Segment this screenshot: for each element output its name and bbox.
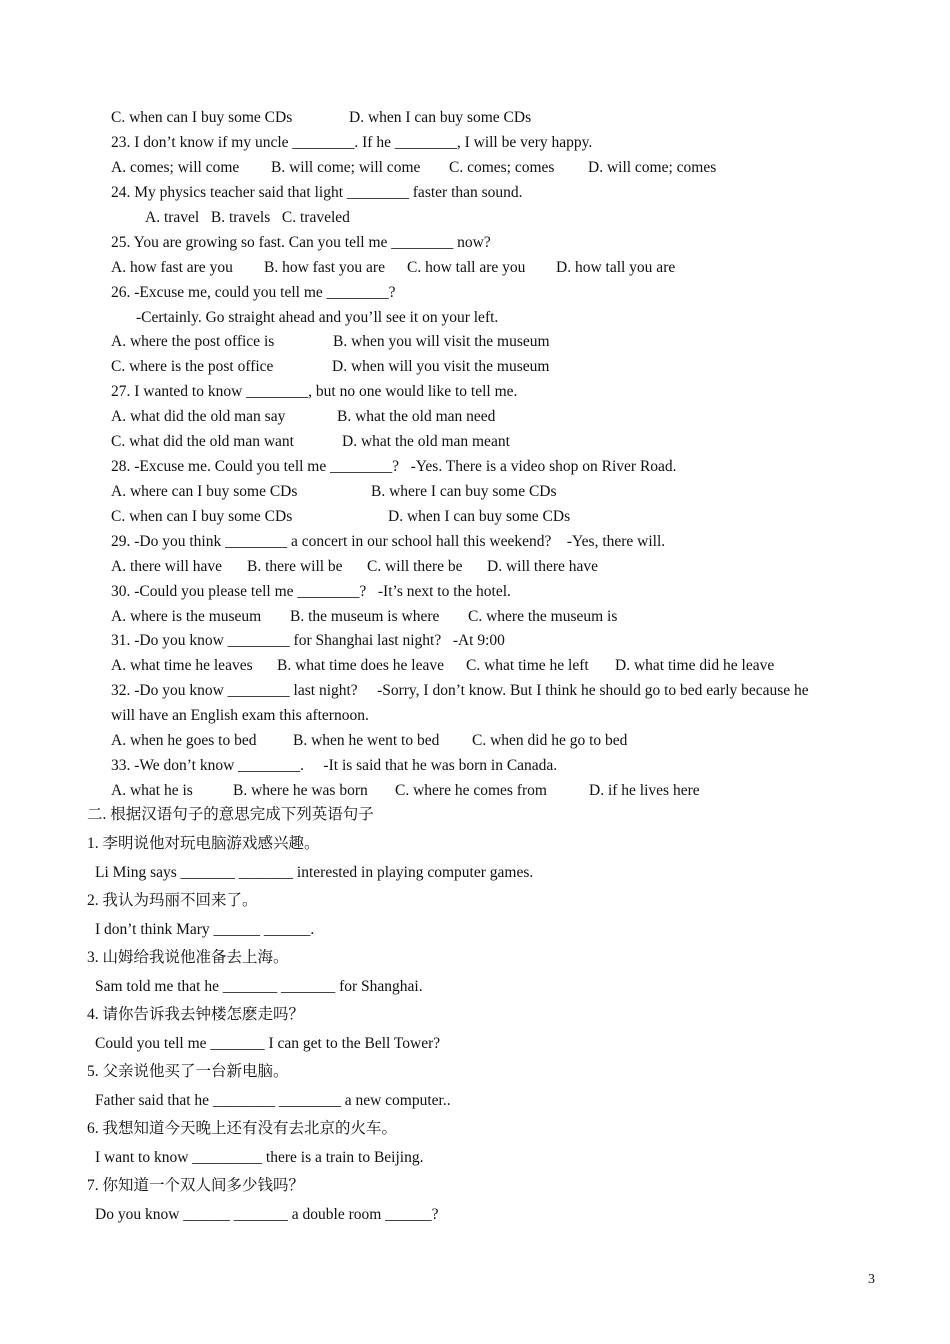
q25-options: A. how fast are you B. how fast you are C. how tall are you D. how tall you are <box>111 259 676 276</box>
s2-item-6-english: I want to know _________ there is a train to Beijing. <box>95 1149 424 1166</box>
q26-options-cd: C. where is the post office D. when will you visit the museum <box>111 358 550 375</box>
s2-item-1-chinese: 1. 李明说他对玩电脑游戏感兴趣。 <box>87 835 320 852</box>
question-29: 29. -Do you think ________ a concert in our school hall this weekend? -Yes, there will. <box>111 533 666 550</box>
q31-options: A. what time he leaves B. what time does he leave C. what time he left D. what time did he leave <box>111 657 775 674</box>
s2-item-5-english: Father said that he ________ ________ a new computer.. <box>95 1092 451 1109</box>
question-30: 30. -Could you please tell me ________? -It’s next to the hotel. <box>111 583 511 600</box>
q28-options-ab: A. where can I buy some CDs B. where I can buy some CDs <box>111 483 557 500</box>
s2-item-1-english: Li Ming says _______ _______ interested in playing computer games. <box>95 864 534 881</box>
q33-options: A. what he is B. where he was born C. where he comes from D. if he lives here <box>111 782 700 799</box>
s2-item-4-english: Could you tell me _______ I can get to the Bell Tower? <box>95 1035 441 1052</box>
question-25: 25. You are growing so fast. Can you tell me ________ now? <box>111 234 491 251</box>
q27-options-ab: A. what did the old man say B. what the old man need <box>111 408 496 425</box>
question-33: 33. -We don’t know ________. -It is said that he was born in Canada. <box>111 757 558 774</box>
q24-options: A. travel B. travels C. traveled <box>145 209 350 226</box>
q26-response: -Certainly. Go straight ahead and you’ll see it on your left. <box>136 309 499 326</box>
section-2-heading: 二. 根据汉语句子的意思完成下列英语句子 <box>87 806 374 823</box>
q23-options: A. comes; will come B. will come; will come C. comes; comes D. will come; comes <box>111 159 717 176</box>
s2-item-3-chinese: 3. 山姆给我说他准备去上海。 <box>87 949 289 966</box>
q30-options: A. where is the museum B. the museum is where C. where the museum is <box>111 608 618 625</box>
q27-options-cd: C. what did the old man want D. what the old man meant <box>111 433 510 450</box>
s2-item-4-chinese: 4. 请你告诉我去钟楼怎麽走吗？ <box>87 1006 305 1023</box>
s2-item-5-chinese: 5. 父亲说他买了一台新电脑。 <box>87 1063 289 1080</box>
s2-item-7-chinese: 7. 你知道一个双人间多少钱吗？ <box>87 1177 305 1194</box>
s2-item-3-english: Sam told me that he _______ _______ for Shanghai. <box>95 978 423 995</box>
q32-options: A. when he goes to bed B. when he went to bed C. when did he go to bed <box>111 732 628 749</box>
page-number: 3 <box>868 1272 875 1287</box>
s2-item-2-english: I don’t think Mary ______ ______. <box>95 921 315 938</box>
question-28: 28. -Excuse me. Could you tell me ________? -Yes. There is a video shop on River Road. <box>111 458 677 475</box>
question-24: 24. My physics teacher said that light ________ faster than sound. <box>111 184 523 201</box>
q22-options-cd: C. when can I buy some CDs D. when I can buy some CDs <box>111 109 532 126</box>
question-23: 23. I don’t know if my uncle ________. If he ________, I will be very happy. <box>111 134 593 151</box>
q26-options-ab: A. where the post office is B. when you will visit the museum <box>111 333 550 350</box>
q29-options: A. there will have B. there will be C. will there be D. will there have <box>111 558 599 575</box>
question-32: 32. -Do you know ________ last night? -Sorry, I don’t know. But I think he should go to bed early because he <box>111 682 809 699</box>
question-31: 31. -Do you know ________ for Shanghai last night? -At 9:00 <box>111 632 505 649</box>
question-27: 27. I wanted to know ________, but no one would like to tell me. <box>111 383 518 400</box>
q28-options-cd: C. when can I buy some CDs D. when I can buy some CDs <box>111 508 571 525</box>
question-26: 26. -Excuse me, could you tell me ________? <box>111 284 396 301</box>
question-32-cont: will have an English exam this afternoon. <box>111 707 369 724</box>
s2-item-7-english: Do you know ______ _______ a double room ______? <box>95 1206 439 1223</box>
s2-item-2-chinese: 2. 我认为玛丽不回来了。 <box>87 892 258 909</box>
s2-item-6-chinese: 6. 我想知道今天晚上还有没有去北京的火车。 <box>87 1120 398 1137</box>
